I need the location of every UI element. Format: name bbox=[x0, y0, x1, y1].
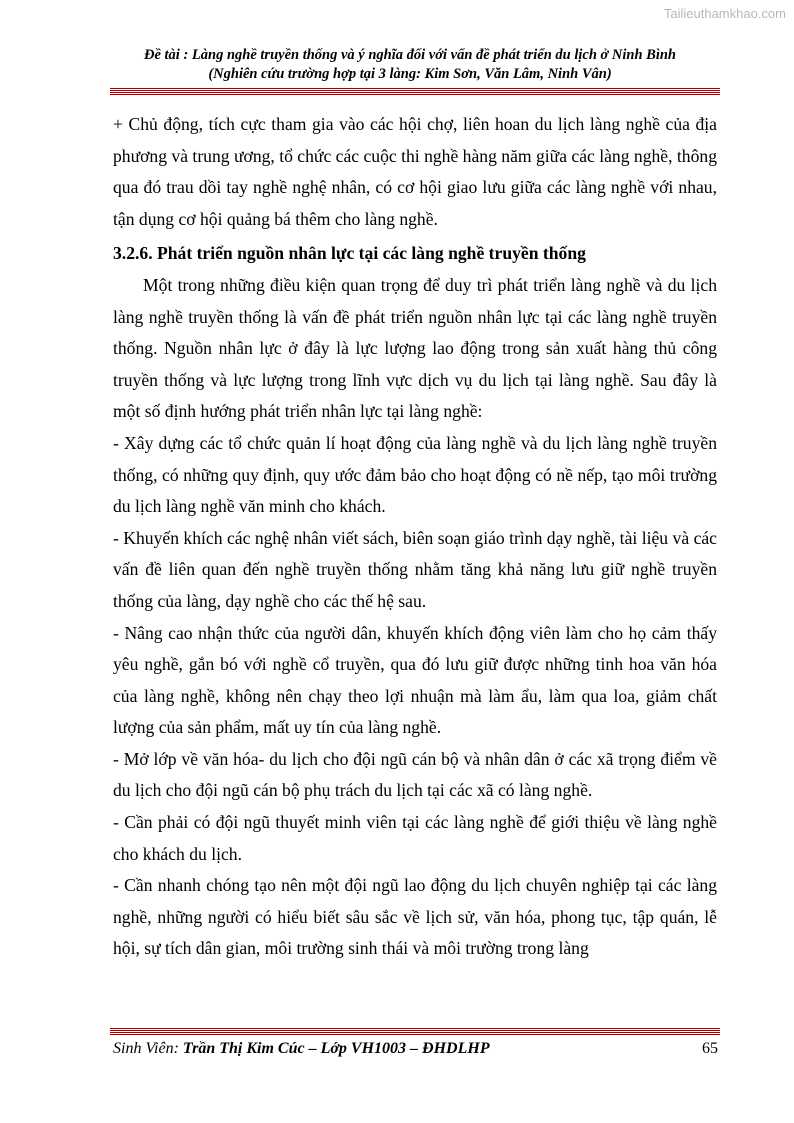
footer-divider bbox=[110, 1028, 720, 1035]
paragraph: Một trong những điều kiện quan trọng để duy trì phát triển làng nghề và du lịch làng nghề truyền thống là vấn đề phát triển nguồn nhân lực tại các làng nghề truyền thống. Nguồn nhân lực ở đây là lực lượng lao động trong sản xuất hàng thủ công truyền thống và lực lượng trong lĩnh vực dịch vụ du lịch tại làng nghề. Sau đây là một số định hướng phát triển nhân lực tại làng nghề: bbox=[113, 274, 717, 422]
page-body bbox=[113, 109, 717, 965]
list-item: - Xây dựng các tổ chức quản lí hoạt động của làng nghề và du lịch làng nghề truyền thống, có những quy định, quy ước đảm bảo cho hoạt động có nề nếp, tạo môi trường du lịch làng nghề văn minh cho khách. bbox=[113, 432, 717, 517]
list-item: - Khuyến khích các nghệ nhân viết sách, biên soạn giáo trình dạy nghề, tài liệu và các vấn đề liên quan đến nghề truyền thống nhằm tăng khả năng lưu giữ nghề truyền thống của làng, dạy nghề cho các thế hệ sau. bbox=[113, 527, 717, 611]
footer-student-info: Trần Thị Kim Cúc – Lớp VH1003 – ĐHDLHP bbox=[182, 1040, 490, 1057]
header-title: Đề tài : Làng nghề truyền thống và ý nghĩa đối với vấn đề phát triển du lịch ở Ninh Bình bbox=[144, 47, 676, 63]
list-item: - Mở lớp về văn hóa- du lịch cho đội ngũ cán bộ và nhân dân ở các xã trọng điểm về du lịch cho đội ngũ cán bộ phụ trách du lịch tại các xã có làng nghề. bbox=[113, 748, 717, 801]
paragraph: + Chủ động, tích cực tham gia vào các hội chợ, liên hoan du lịch làng nghề của địa phương và trung ương, tổ chức các cuộc thi nghề hàng năm giữa các làng nghề, thông qua đó trau dồi tay nghề nghệ nhân, có cơ hội giao lưu giữa các làng nghề với nhau, tận dụng cơ hội quảng bá thêm cho làng nghề. bbox=[113, 114, 717, 229]
page-footer bbox=[113, 1040, 718, 1062]
page-header bbox=[110, 46, 710, 84]
list-item: - Cần phải có đội ngũ thuyết minh viên tại các làng nghề để giới thiệu về làng nghề cho khách du lịch. bbox=[113, 812, 717, 864]
header-divider bbox=[110, 88, 720, 95]
header-subtitle: (Nghiên cứu trường hợp tại 3 làng: Kim Sơn, Văn Lâm, Ninh Vân) bbox=[208, 66, 612, 82]
section-heading: 3.2.6. Phát triển nguồn nhân lực tại các làng nghề truyền thống bbox=[113, 243, 586, 264]
footer-student-label: Sinh Viên: bbox=[113, 1040, 183, 1057]
list-item: - Nâng cao nhận thức của người dân, khuyến khích động viên làm cho họ cảm thấy yêu nghề, gắn bó với nghề cổ truyền, qua đó lưu giữ được những tinh hoa văn hóa của làng nghề, không nên chạy theo lợi nhuận mà làm ẩu, làm qua loa, giảm chất lượng của sản phẩm, mất uy tín của làng nghề. bbox=[113, 622, 717, 738]
list-item: - Cần nhanh chóng tạo nên một đội ngũ lao động du lịch chuyên nghiệp tại các làng nghề, những người có hiểu biết sâu sắc về lịch sử, văn hóa, phong tục, tập quán, lễ hội, sự tích dân gian, môi trường sinh thái và môi trường trong làng bbox=[113, 875, 717, 959]
watermark: Tailieuthamkhao.com bbox=[663, 6, 786, 21]
page-number: 65 bbox=[702, 1040, 718, 1057]
